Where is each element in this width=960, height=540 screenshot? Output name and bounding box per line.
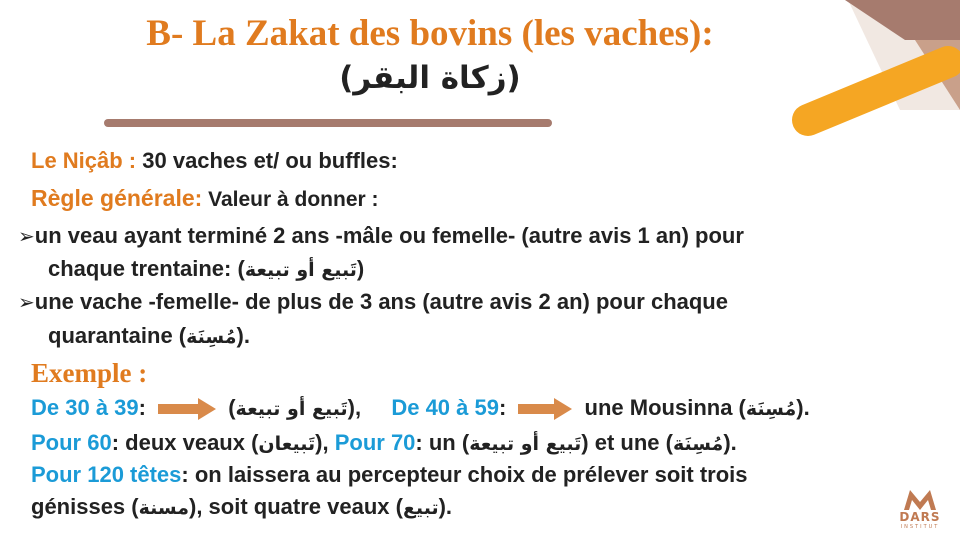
ex1-close: ), — [347, 395, 362, 420]
p60-text: : deux veaux ( — [111, 430, 259, 455]
last-text-a: génisses ( — [31, 494, 139, 519]
bullet-1-arabic: تَبيع أو تبيعة — [244, 259, 357, 281]
p60-label: Pour 60 — [31, 430, 112, 455]
ex2-arabic: مُسِنَة — [745, 398, 797, 420]
last-arabic: مسنة — [138, 497, 189, 519]
exemple-heading: Exemple : — [31, 358, 148, 388]
nisab-value: 30 vaches et/ ou buffles: — [136, 148, 398, 173]
example-line-4 — [31, 496, 452, 518]
p70-text: : un ( — [415, 430, 470, 455]
regle-label: Règle générale: — [31, 185, 203, 211]
nisab-line — [31, 150, 398, 172]
bullet-1-close: ) — [356, 256, 365, 281]
ex1-colon: : — [138, 395, 146, 420]
example-line-3 — [31, 464, 748, 486]
logo-subtext: INSTITUT — [900, 524, 940, 530]
last-text-c: ). — [438, 494, 453, 519]
p70-arabic-2: مُسِنَة — [672, 433, 724, 455]
bullet-1-text-2: chaque trentaine: ( — [48, 256, 245, 281]
ex2-colon: : — [498, 395, 507, 420]
logo-mark-icon — [896, 488, 944, 510]
nisab-label: Le Niçâb : — [31, 148, 137, 173]
regle-value: Valeur à donner : — [202, 188, 379, 211]
logo-text: DARS — [899, 510, 941, 524]
p120-label: Pour 120 têtes — [31, 462, 182, 487]
p70-label: Pour 70 — [334, 430, 416, 455]
example-line-2 — [31, 432, 737, 454]
p70-mid: ) et une ( — [581, 430, 673, 455]
bullet-arrow-icon: ➢ — [18, 224, 35, 248]
ex1-open: ( — [228, 395, 236, 420]
bullet-2-close: ). — [236, 323, 250, 348]
arrow-right-icon — [518, 398, 572, 420]
arrow-right-icon — [158, 398, 216, 420]
bullet-1-text: un veau ayant terminé 2 ans -mâle ou femelle- (autre avis 1 an) pour — [34, 223, 744, 248]
bullet-2-line-1 — [18, 291, 728, 313]
p60-arabic: تَبيعان — [258, 433, 316, 455]
bullet-1-line-2 — [48, 258, 364, 280]
p70-close: ). — [723, 430, 737, 455]
p60-close: ), — [315, 430, 335, 455]
p70-arabic: تَبيع أو تبيعة — [469, 433, 582, 455]
dars-logo — [896, 488, 944, 538]
ex1-label: De 30 à 39 — [31, 395, 139, 420]
bullet-2-text: une vache -femelle- de plus de 3 ans (autre avis 2 an) pour chaque — [34, 289, 728, 314]
bullet-2-line-2 — [48, 325, 250, 347]
regle-line — [31, 187, 379, 210]
ex2-text: une Mousinna ( — [584, 395, 746, 420]
example-line-1 — [31, 397, 810, 420]
bullet-arrow-icon: ➢ — [18, 290, 35, 314]
p120-text: : on laissera au percepteur choix de prélever soit trois — [181, 462, 748, 487]
ex2-close: ). — [796, 395, 810, 420]
last-text-b: ), soit quatre veaux ( — [189, 494, 403, 519]
bullet-2-arabic: مُسِنَة — [186, 326, 237, 348]
bullet-2-text-2: quarantaine ( — [48, 323, 187, 348]
ex1-arabic: تَبيع أو تبيعة — [235, 398, 348, 420]
page-title: B- La Zakat des bovins (les vaches): — [146, 13, 714, 54]
ex2-label: De 40 à 59 — [391, 395, 499, 420]
page-title-arabic: (زكاة البقر) — [339, 60, 521, 96]
bullet-1-line-1 — [18, 225, 744, 247]
last-arabic-2: تبيع — [402, 497, 439, 519]
